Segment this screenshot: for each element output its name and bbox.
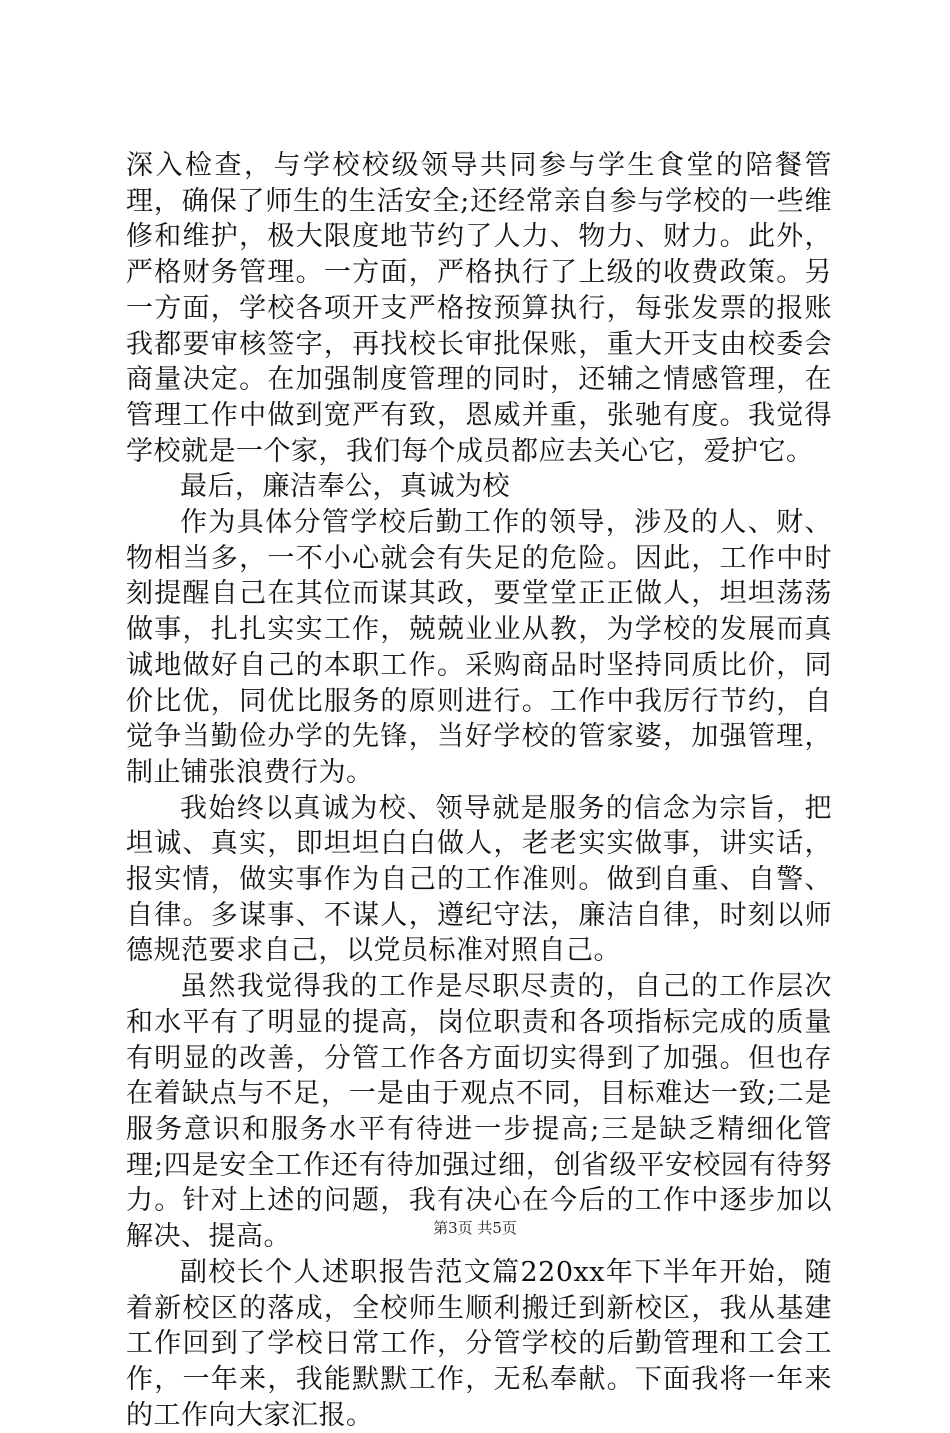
paragraph: 我始终以真诚为校、领导就是服务的信念为宗旨，把坦诚、真实，即坦坦白白做人，老老实实做事，讲实话，报实情，做实事作为自己的工作准则。做到自重、自警、自律。多谋事、不谋人，遵纪守法，廉洁自律，时刻以师德规范要求自己，以党员标准对照自己。 <box>126 792 832 967</box>
paragraph: 虽然我觉得我的工作是尽职尽责的，自己的工作层次和水平有了明显的提高，岗位职责和各项指标完成的质量有明显的改善，分管工作各方面切实得到了加强。但也存在着缺点与不足，一是由于观点不同，目标难达一致;二是服务意识和服务水平有待进一步提高;三是缺乏精细化管理;四是安全工作还有待加强过细，创省级平安校园有待努力。针对上述的问题，我有决心在今后的工作中逐步加以解决、提高。 <box>126 971 832 1253</box>
page-number: 第3页 共5页 <box>433 1219 517 1237</box>
paragraph: 副校长个人述职报告范文篇220xx年下半年开始，随着新校区的落成，全校师生顺利搬迁到新校区，我从基建工作回到了学校日常工作，分管学校的后勤管理和工会工作，一年来，我能默默工作，无私奉献。下面我将一年来的工作向大家汇报。 <box>126 1256 832 1431</box>
paragraph-continuation: 深入检查，与学校校级领导共同参与学生食堂的陪餐管理，确保了师生的生活安全;还经常亲自参与学校的一些维修和维护，极大限度地节约了人力、物力、财力。此外，严格财务管理。一方面，严格执行了上级的收费政策。另一方面，学校各项开支严格按预算执行，每张发票的报账我都要审核签字，再找校长审批保账，重大开支由校委会商量决定。在加强制度管理的同时，还辅之情感管理，在管理工作中做到宽严有致，恩威并重，张驰有度。我觉得学校就是一个家，我们每个成员都应去关心它，爱护它。 <box>126 150 832 467</box>
page-footer <box>0 1218 950 1238</box>
paragraph: 作为具体分管学校后勤工作的领导，涉及的人、财、物相当多，一不小心就会有失足的危险。因此，工作中时刻提醒自己在其位而谋其政，要堂堂正正做人，坦坦荡荡做事，扎扎实实工作，兢兢业业从教，为学校的发展而真诚地做好自己的本职工作。采购商品时坚持同质比价，同价比优，同优比服务的原则进行。工作中我厉行节约，自觉争当勤俭办学的先锋，当好学校的管家婆，加强管理，制止铺张浪费行为。 <box>126 507 832 788</box>
document-body <box>126 148 832 1433</box>
section-heading: 最后，廉洁奉公，真诚为校 <box>180 471 510 503</box>
